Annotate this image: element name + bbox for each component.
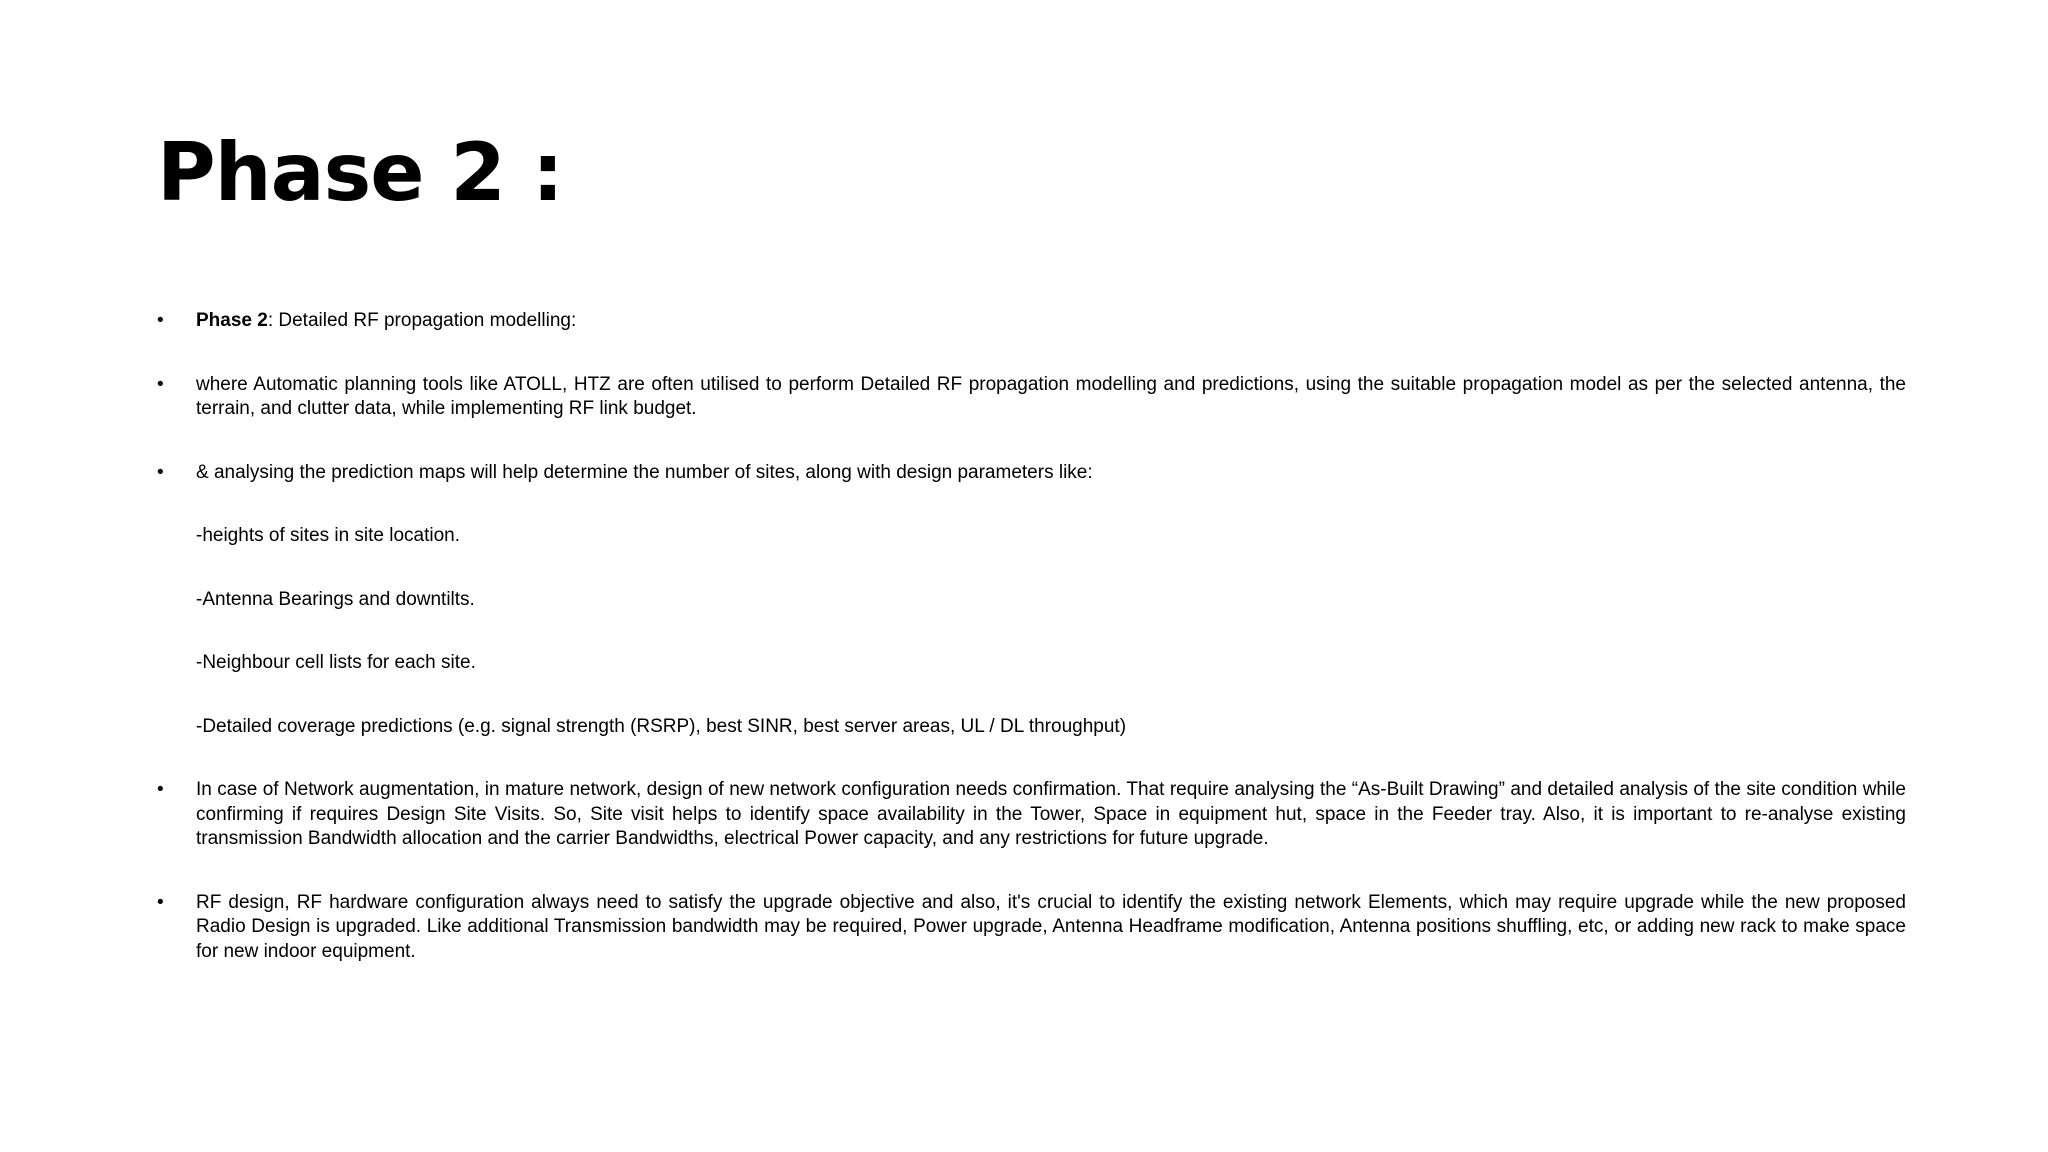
sub-item-text: -Neighbour cell lists for each site. — [196, 652, 476, 673]
sub-item-text: -Antenna Bearings and downtilts. — [196, 588, 475, 610]
bullet-dot-icon: • — [157, 461, 164, 483]
bullet-dot-icon: • — [157, 373, 164, 395]
bullet-item-planning-tools — [157, 373, 1906, 422]
bullet-dot-icon: • — [157, 891, 164, 913]
bullet-text: In case of Network augmentation, in mature network, design of new network configuration needs confirmation. That require analysing the “As-Built Drawing” and detailed analysis of the site condition while confirming if requires Design Site Visits. So, Site visit helps to identify space availability in the Tower, Space in equipment hut, space in the Feeder tray. Also, it is important to re-analyse existing transmission Bandwidth allocation and the carrier Bandwidths, electrical Power capacity, and any restrictions for future upgrade. — [196, 779, 1906, 849]
slide-title: Phase 2 : — [157, 126, 563, 219]
bullet-bold-lead: Phase 2 — [196, 310, 268, 331]
bullet-dot-icon: • — [157, 779, 164, 800]
bullet-text: RF design, RF hardware configuration always need to satisfy the upgrade objective and also, it's crucial to identify the existing network Elements, which may require upgrade while the new proposed Radio Design is upgraded. Like additional Transmission bandwidth may be required, Power upgrade, Antenna Headframe modification, Antenna positions shuffling, etc, or adding new rack to make space for new indoor equipment. — [196, 891, 1906, 962]
bullet-text: & analysing the prediction maps will help determine the number of sites, along with design parameters like: — [196, 461, 1093, 483]
bullet-text: where Automatic planning tools like ATOLL, HTZ are often utilised to perform Detailed RF propagation modelling and predictions, using the suitable propagation model as per the selected antenna, the terrain, and clutter data, while implementing RF link budget. — [196, 373, 1906, 419]
sub-item-text: -Detailed coverage predictions (e.g. signal strength (RSRP), best SINR, best server areas, UL / DL throughput) — [196, 715, 1127, 737]
bullet-item-phase-2 — [157, 309, 1906, 334]
bullet-dot-icon: • — [157, 310, 164, 331]
sub-item-text: -heights of sites in site location. — [196, 525, 461, 546]
slide-body — [157, 309, 1906, 964]
bullet-item-prediction-maps — [157, 461, 1906, 486]
sub-item-coverage-predictions — [157, 715, 1906, 740]
bullet-item-rf-design — [157, 891, 1906, 965]
sub-item-antenna-bearings — [157, 588, 1906, 613]
sub-item-site-heights — [157, 524, 1906, 549]
bullet-text: : Detailed RF propagation modelling: — [267, 310, 577, 331]
sub-item-neighbour-lists — [157, 651, 1906, 676]
bullet-item-network-augmentation — [157, 778, 1906, 852]
